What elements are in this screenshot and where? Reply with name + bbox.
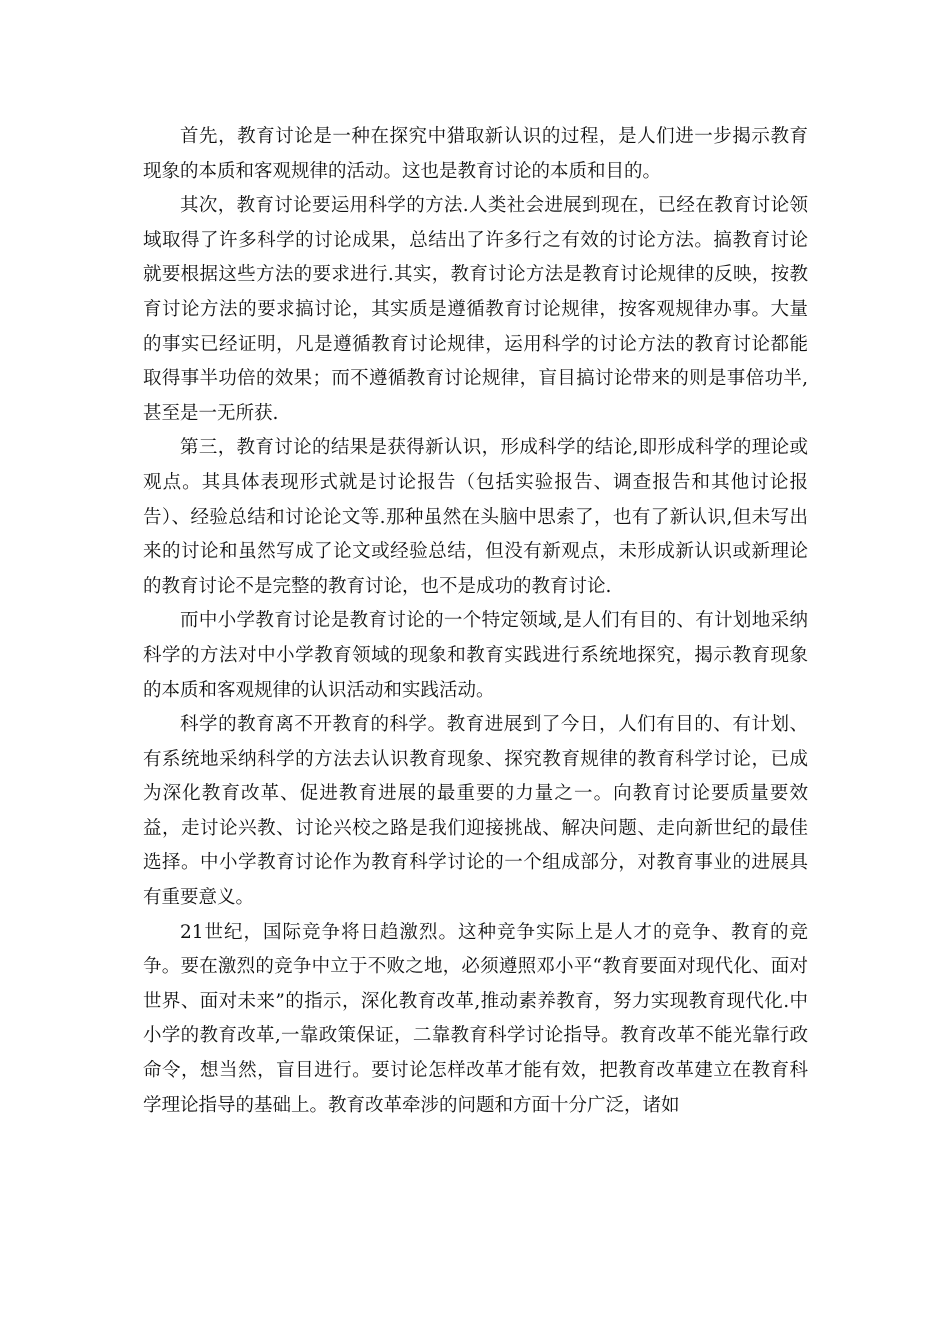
paragraph-3: 第三，教育讨论的结果是获得新认识，形成科学的结论,即形成科学的理论或观点。其具体表现形式就是讨论报告（包括实验报告、调查报告和其他讨论报告）、经验总结和讨论论文等.那种虽然在头脑中思索了，也有了新认识,但未写出来的讨论和虽然写成了论文或经验总结，但没有新观点，未形成新认识或新理论的教育讨论不是完整的教育讨论，也不是成功的教育讨论.	[143, 437, 808, 597]
document-body	[143, 120, 808, 1123]
paragraph-4: 而中小学教育讨论是教育讨论的一个特定领域,是人们有目的、有计划地采纳科学的方法对中小学教育领域的现象和教育实践进行系统地探究，揭示教育现象的本质和客观规律的认识活动和实践活动。	[143, 610, 808, 701]
paragraph-2: 其次，教育讨论要运用科学的方法.人类社会进展到现在，已经在教育讨论领域取得了许多科学的讨论成果，总结出了许多行之有效的讨论方法。搞教育讨论就要根据这些方法的要求进行.其实，教育讨论方法是教育讨论规律的反映，按教育讨论方法的要求搞讨论，其实质是遵循教育讨论规律，按客观规律办事。大量的事实已经证明，凡是遵循教育讨论规律，运用科学的讨论方法的教育讨论都能取得事半功倍的效果；而不遵循教育讨论规律，盲目搞讨论带来的则是事倍功半,甚至是一无所获.	[143, 195, 808, 424]
paragraph-6: 21世纪，国际竞争将日趋激烈。这种竞争实际上是人才的竞争、教育的竞争。要在激烈的竞争中立于不败之地，必须遵照邓小平“教育要面对现代化、面对世界、面对未来”的指示，深化教育改革,推动素养教育，努力实现教育现代化.中小学的教育改革,一靠政策保证，二靠教育科学讨论指导。教育改革不能光靠行政命令，想当然，盲目进行。要讨论怎样改革才能有效，把教育改革建立在教育科学理论指导的基础上。教育改革牵涉的问题和方面十分广泛，诸如	[143, 921, 808, 1116]
paragraph-5: 科学的教育离不开教育的科学。教育进展到了今日，人们有目的、有计划、有系统地采纳科学的方法去认识教育现象、探究教育规律的教育科学讨论，已成为深化教育改革、促进教育进展的最重要的力量之一。向教育讨论要质量要效益，走讨论兴教、讨论兴校之路是我们迎接挑战、解决问题、走向新世纪的最佳选择。中小学教育讨论作为教育科学讨论的一个组成部分，对教育事业的进展具有重要意义。	[143, 714, 808, 909]
paragraph-1: 首先，教育讨论是一种在探究中猎取新认识的过程，是人们进一步揭示教育现象的本质和客观规律的活动。这也是教育讨论的本质和目的。	[143, 126, 808, 182]
